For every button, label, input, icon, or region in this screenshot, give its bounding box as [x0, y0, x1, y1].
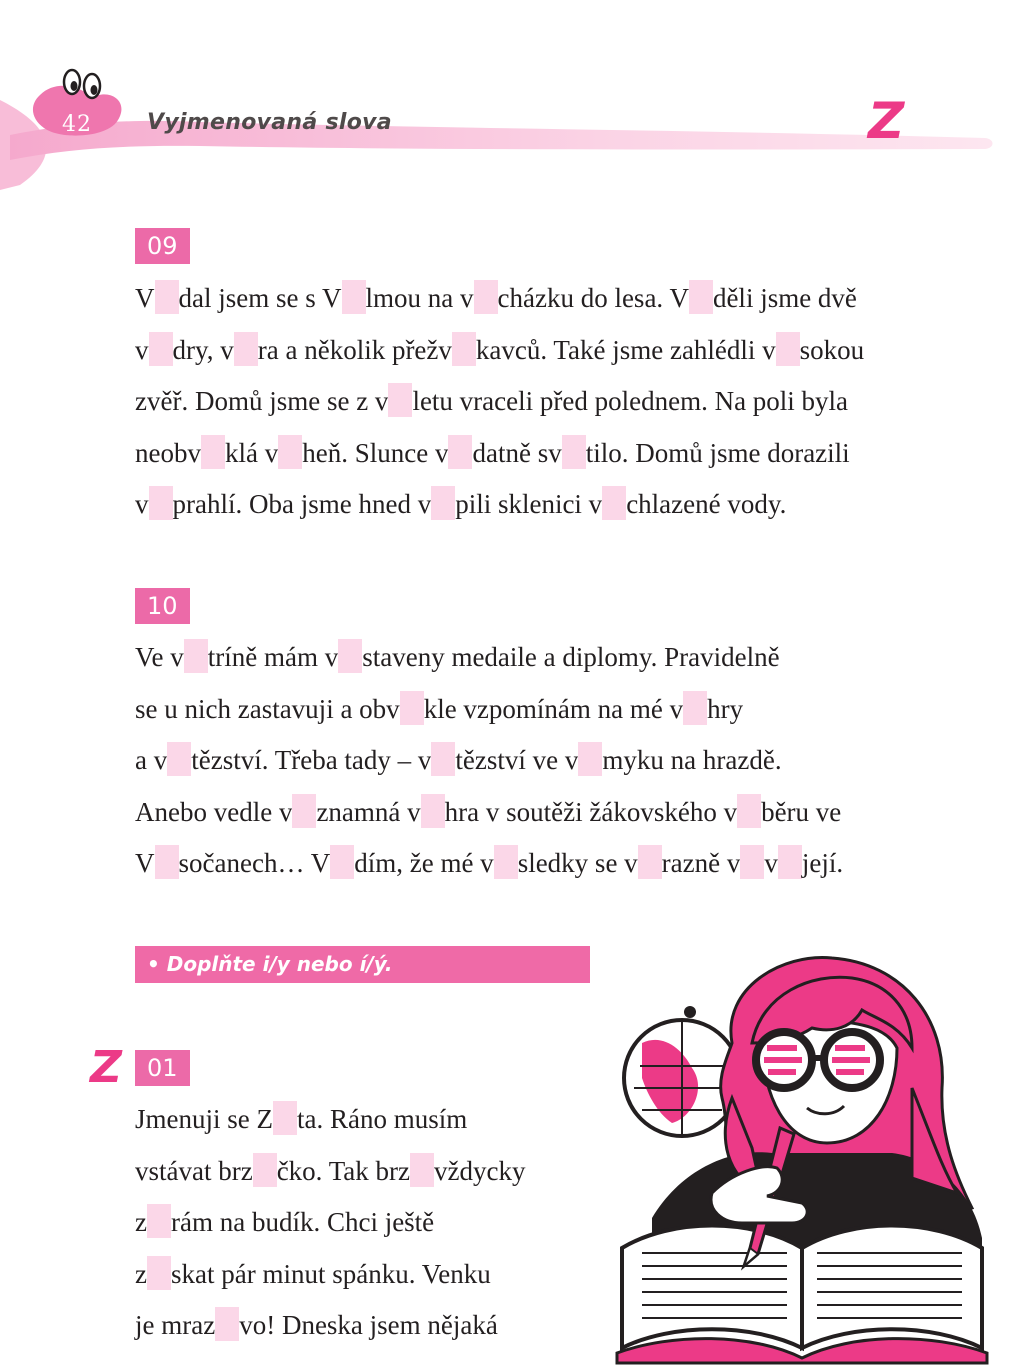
letter-gap[interactable] — [776, 332, 800, 366]
letter-gap[interactable] — [338, 639, 362, 673]
letter-gap[interactable] — [149, 486, 173, 520]
letter-gap[interactable] — [167, 742, 191, 776]
letter-gap[interactable] — [474, 280, 498, 314]
header-letter: Z — [868, 92, 905, 150]
letter-gap[interactable] — [431, 486, 455, 520]
letter-gap[interactable] — [578, 742, 602, 776]
letter-gap[interactable] — [562, 435, 586, 469]
exercise-number: 10 — [135, 588, 190, 624]
letter-gap[interactable] — [342, 280, 366, 314]
letter-gap[interactable] — [215, 1307, 239, 1341]
text-line: je mraz vo! Dneska jsem nějaká — [135, 1300, 525, 1352]
text-line: Anebo vedle v znamná v hra v soutěži žákovského v běru ve — [135, 787, 843, 839]
letter-gap[interactable] — [292, 794, 316, 828]
girl-reading-illustration — [612, 948, 992, 1365]
text-line: neobv klá v heň. Slunce v datně sv tilo. Domů jsme dorazili — [135, 428, 864, 480]
exercise-number: 09 — [135, 228, 190, 264]
letter-gap[interactable] — [448, 435, 472, 469]
letter-gap[interactable] — [253, 1153, 277, 1187]
text-line: V dal jsem se s V lmou na v cházku do lesa. V děli jsme dvě — [135, 273, 864, 325]
letter-gap[interactable] — [273, 1101, 297, 1135]
letter-gap[interactable] — [400, 691, 424, 725]
header-title: Vyjmenovaná slova — [147, 110, 392, 135]
exercise-number: 01 — [135, 1050, 190, 1086]
text-line: Jmenuji se Z ta. Ráno musím — [135, 1094, 525, 1146]
letter-gap[interactable] — [737, 794, 761, 828]
letter-gap[interactable] — [683, 691, 707, 725]
text-line: se u nich zastavuji a obv kle vzpomínám na mé v hry — [135, 684, 843, 736]
exercise-text — [135, 1094, 525, 1352]
letter-gap[interactable] — [689, 280, 713, 314]
letter-gap[interactable] — [155, 845, 179, 879]
text-line: a v tězství. Třeba tady – v tězství ve v myku na hrazdě. — [135, 735, 843, 787]
text-line: v prahlí. Oba jsme hned v pili sklenici v chlazené vody. — [135, 479, 864, 531]
letter-gap[interactable] — [278, 435, 302, 469]
exercise-text — [135, 273, 864, 531]
letter-gap[interactable] — [330, 845, 354, 879]
letter-gap[interactable] — [638, 845, 662, 879]
side-letter-marker: Z — [90, 1042, 122, 1093]
text-line: vstávat brz čko. Tak brz vždycky — [135, 1146, 525, 1198]
letter-gap[interactable] — [494, 845, 518, 879]
letter-gap[interactable] — [201, 435, 225, 469]
letter-gap[interactable] — [431, 742, 455, 776]
letter-gap[interactable] — [740, 845, 764, 879]
letter-gap[interactable] — [149, 332, 173, 366]
text-line: z rám na budík. Chci ještě — [135, 1197, 525, 1249]
letter-gap[interactable] — [452, 332, 476, 366]
letter-gap[interactable] — [147, 1256, 171, 1290]
letter-gap[interactable] — [155, 280, 179, 314]
letter-gap[interactable] — [602, 486, 626, 520]
letter-gap[interactable] — [410, 1153, 434, 1187]
letter-gap[interactable] — [388, 383, 412, 417]
letter-gap[interactable] — [147, 1204, 171, 1238]
page-header — [0, 0, 1024, 190]
page-number: 42 — [62, 112, 92, 137]
letter-gap[interactable] — [421, 794, 445, 828]
text-line: V sočanech… V dím, že mé v sledky se v razně v v její. — [135, 838, 843, 890]
text-line: zvěř. Domů jsme se z v letu vraceli před polednem. Na poli byla — [135, 376, 864, 428]
letter-gap[interactable] — [778, 845, 802, 879]
instruction-banner: • Doplňte i/y nebo í/ý. — [135, 946, 590, 983]
text-line: z skat pár minut spánku. Venku — [135, 1249, 525, 1301]
text-line: v dry, v ra a několik přežv kavců. Také jsme zahlédli v sokou — [135, 325, 864, 377]
letter-gap[interactable] — [184, 639, 208, 673]
book-icon — [617, 1226, 987, 1364]
exercise-text — [135, 632, 843, 890]
letter-gap[interactable] — [234, 332, 258, 366]
text-line: Ve v tríně mám v staveny medaile a diplomy. Pravidelně — [135, 632, 843, 684]
